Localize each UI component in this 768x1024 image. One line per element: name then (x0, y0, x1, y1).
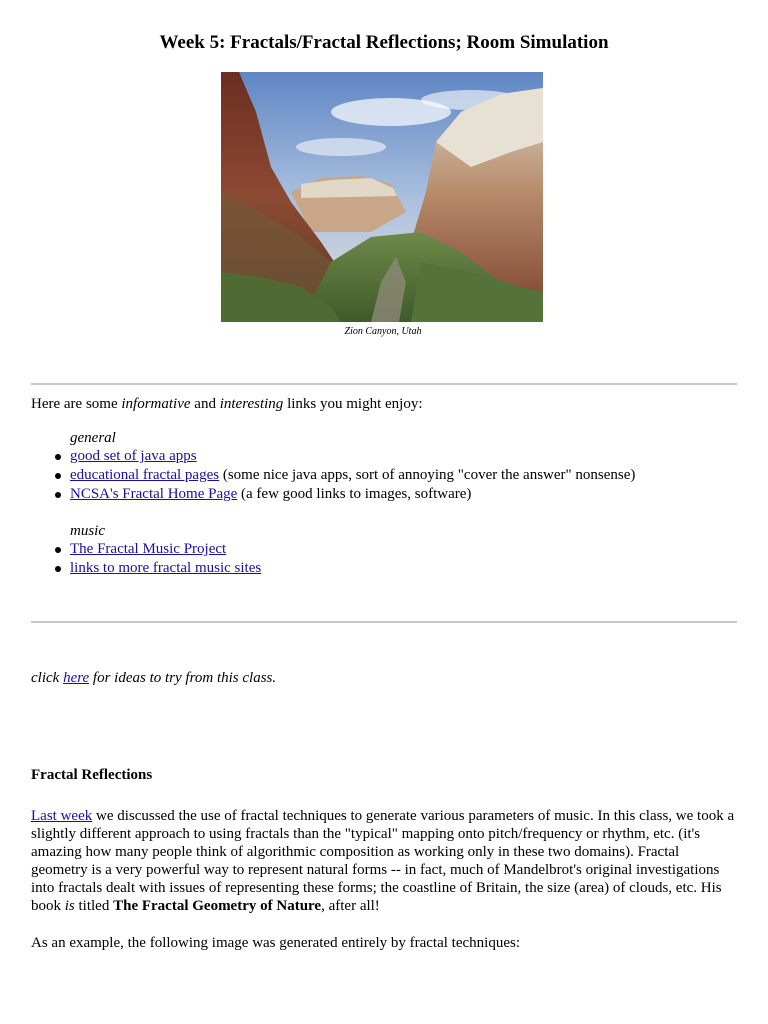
click-prefix: click (31, 670, 64, 686)
link-java-apps[interactable]: good set of java apps (70, 448, 197, 464)
divider (31, 621, 737, 623)
link-note: (some nice java apps, sort of annoying "cover the answer" nonsense) (219, 467, 636, 483)
bullet-icon (55, 566, 61, 572)
link-fractal-music-project[interactable]: The Fractal Music Project (70, 541, 227, 557)
intro-suffix: links you might enjoy: (283, 396, 423, 412)
bullet-icon (55, 454, 61, 460)
para-text: , after all! (321, 898, 380, 914)
link-last-week[interactable]: Last week (31, 808, 93, 824)
intro-middle: and (190, 396, 220, 412)
general-links-list (31, 447, 737, 504)
link-educational-fractal-pages[interactable]: educational fractal pages (70, 467, 220, 483)
music-links-list (31, 540, 737, 578)
link-note: (a few good links to images, software) (237, 486, 472, 502)
click-suffix: for ideas to try from this class. (89, 670, 277, 686)
group-label-general: general (70, 430, 116, 446)
canyon-photo-icon (221, 72, 543, 322)
intro-emphasis-interesting: interesting (219, 396, 284, 412)
bullet-icon (55, 492, 61, 498)
paragraph-fractal-reflections (31, 807, 737, 915)
list-item (31, 540, 737, 559)
bullet-icon (55, 547, 61, 553)
divider (31, 383, 737, 385)
link-more-fractal-music-sites[interactable]: links to more fractal music sites (70, 560, 262, 576)
para-emphasis: is (64, 898, 75, 914)
list-item (31, 485, 737, 504)
section-heading: Fractal Reflections (31, 767, 153, 783)
group-label-music: music (70, 523, 105, 539)
link-ncsa-fractal-home[interactable]: NCSA's Fractal Home Page (70, 486, 238, 502)
para-text: we discussed the use of fractal techniques to generate various parameters of music. In this class, we took a slightly different approach to using fractals than the "typical" mapping onto pitch/frequency or rhythm, etc. (it's amazing how many people think of algorithmic composition as working only in these two domains). Fractal geometry is a very powerful way to represent natural forms -- in fact, much of Mandelbrot's original investigations into fractals dealt with issues of representing these forms; the coastline of Britain, the size (area) of clouds, etc. His book (31, 808, 735, 914)
intro-text (31, 395, 741, 413)
link-here[interactable]: here (63, 670, 90, 686)
paragraph-example: As an example, the following image was generated entirely by fractal techniques: (31, 935, 520, 951)
photo-caption: Zion Canyon, Utah (344, 326, 422, 337)
para-text: titled (74, 898, 114, 914)
list-item (31, 466, 737, 485)
canyon-photo (221, 72, 543, 322)
book-title: The Fractal Geometry of Nature (113, 898, 322, 914)
click-here-line (31, 669, 276, 687)
list-item (31, 447, 737, 466)
bullet-icon (55, 473, 61, 479)
intro-prefix: Here are some (31, 396, 122, 412)
page-title: Week 5: Fractals/Fractal Reflections; Room Simulation (159, 32, 609, 53)
list-item (31, 559, 737, 578)
intro-emphasis-informative: informative (121, 396, 191, 412)
